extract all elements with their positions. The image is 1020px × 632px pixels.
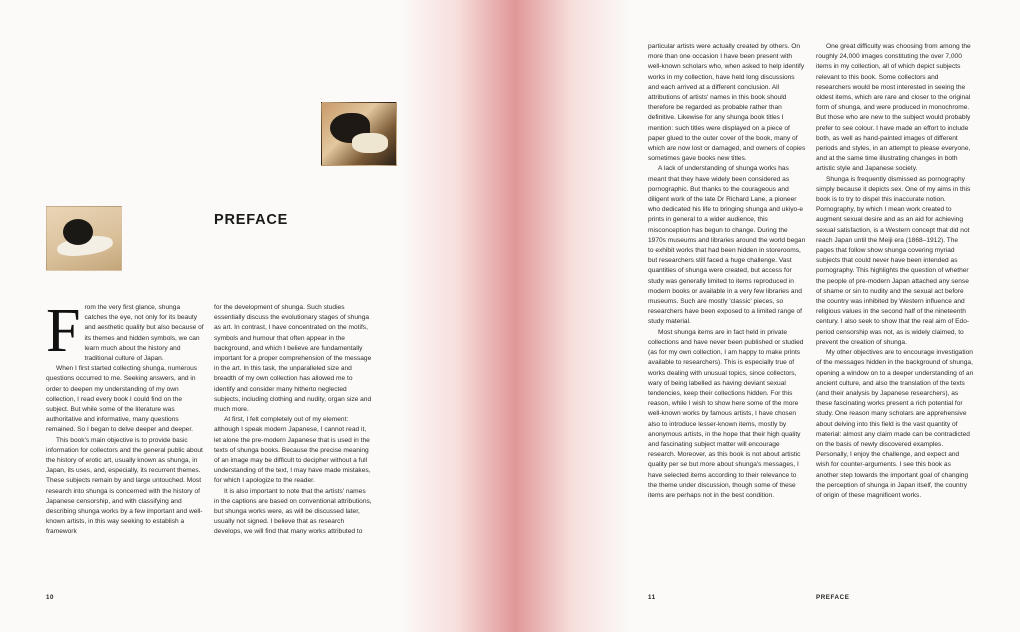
right-text-column-2 — [816, 42, 974, 501]
paragraph: particular artists were actually created by others. On more than one occasion I have been present with well-known scholars who, when asked to help identify works in my collection, have held long discussions and each arrived at a different conclusion. All attributions of artists' names in this book should therefore be regarded as probable rather than definitive. Likewise for any shunga book titles I mention: such titles were displayed on a piece of paper glued to the outer cover of the book, many of which are now lost or damaged, and owners of copies sometimes gave books new titles. — [648, 43, 806, 163]
paragraph: At first, I felt completely out of my element: although I speak modern Japanese, I cannot read it, let alone the pre-modern Japanese that is used in the texts of shunga books. Because the precise meaning of an image may be difficult to decipher without a full understanding of the text, I may have made mistakes, for which I apologize to the reader. — [214, 416, 371, 485]
paragraph: When I first started collecting shunga, numerous questions occurred to me. Seeking answers, and in order to deepen my understanding of my own collection, I read every book I could find on the subject. But while some of the literature was authoritative and informative, many questions remained. So I began to delve deeper and deeper. — [46, 365, 198, 434]
paragraph: It is also important to note that the artists' names in the captions are based on conventional attributions, but shunga works were, as will be discussed later, usually not signed. I believe that as research develops, we will find that many works attributed to — [214, 487, 372, 536]
reclining-figure-thumbnail-image — [46, 206, 122, 271]
paragraph: Most shunga items are in fact held in private collections and have never been published or studied (as for my own collection, I am happy to make prints available to researchers). This is especially true of works dealing with unusual topics, since collectors, wary of being labelled as having deviant sexual tendencies, keep their collections hidden. For this reason, while I wish to show here some of the more well-known works by famous artists, I have chosen also to introduce lesser-known items, mostly by anonymous artists, in the hope that their high quality and fascinating subject matter will encourage research. Moreover, as this book is not about artistic quality per se but more about shunga's messages, I have selected items according to their relevance to the theme under discussion, though some of these items are perhaps not in the best condition. — [648, 328, 804, 499]
left-text-column-1 — [46, 297, 204, 538]
paragraph: From the very first glance, shunga catches the eye, not only for its beauty and aesthetic quality but also because of its themes and hidden symbols, we can learn much about the history and traditional culture of Japan. — [46, 297, 204, 365]
paragraph: for the development of shunga. Such studies essentially discuss the evolutionary stages of shunga as art. In contrast, I have concentrated on the motifs, symbols and humour that often appear in the background, and which I believe are fundamentally important for a proper comprehension of the message in the art. In this task, the unparalleled size and breadth of my own collection has allowed me to identify and consider many hitherto neglected subjects, including clothing and nudity, organ size and much more. — [214, 304, 372, 414]
drop-cap: F — [46, 297, 81, 365]
paragraph: One great difficulty was choosing from among the roughly 24,000 images constituting the over 7,000 items in my collection, all of which depict subjects relevant to this book. Some collectors and researchers would be most interested in seeing the oldest items, which are rare and closer to the original form of shunga, and were produced in monochrome. But those who are new to the subject would probably prefer to see colour. I have made an effort to include both, as well as hand-painted images of different periods and styles, in an attempt to please everyone, and at the same time illustrating changes in both artistic style and Japanese society. — [816, 43, 971, 173]
page-title: PREFACE — [214, 212, 289, 228]
paragraph: A lack of understanding of shunga works has meant that they have widely been considered as pornographic. But thanks to the courageous and diligent work of the late Dr Richard Lane, a pioneer who dedicated his life to bringing shunga and ukiyo-e prints in general to a wider audience, this misconception has begun to change. During the 1970s museums and libraries around the world began to exhibit works that had been hidden in storerooms, but researchers still faced a huge challenge. Vast quantities of shunga were created, but access for study was generally limited to items reproduced in modern books or available in a very few libraries and museums. Such are mostly 'classic' pieces, so researchers have been exposed to a limited range of study material. — [648, 165, 806, 326]
left-text-column-2 — [214, 303, 372, 538]
right-text-column-1 — [648, 42, 806, 501]
paragraph: This book's main objective is to provide basic information for collectors and the general public about the history of erotic art, usually known as shunga, in Japan, its uses, and, especially, its recurrent themes. These subjects remain by and large untouched. Most research into shunga is concerned with the history of Japanese censorship, and with classifying and describing shunga works by a few important and well-known artists, in this way seeking to establish a framework — [46, 436, 203, 536]
page-number: 10 — [46, 594, 55, 601]
page-number: 11 — [648, 594, 656, 601]
paragraph: Shunga is frequently dismissed as pornography simply because it depicts sex. One of my aims in this book is to try to dispel this inaccurate notion. Pornography, by which I mean work created to augment sexual desire and as an aid for achieving sexual satisfaction, is a Western concept that did not reach Japan until the Meiji era (1868–1912). The pages that follow show shunga covering myriad subjects that could never have been intended as pornography. This highlights the question of whether the people of pre-modern Japan attached any sense of shame or sin to nudity and the sexual act before the country was inhibited by Western influence and religious values in the second half of the nineteenth century. I also seek to show that the real aim of Edo-period censorship was not, as is widely claimed, to prevent the creation of shunga. — [816, 175, 971, 346]
book-gutter-shadow — [400, 0, 630, 632]
paragraph: My other objectives are to encourage investigation of the messages hidden in the background of shunga, opening a window on to a deeper understanding of an ancient culture, and also the translation of the texts (and their analysis by Japanese researchers), as these fascinating works present a rich potential for study. One reason many scholars are apprehensive about delving into this field is the vast quantity of material: almost any claim made can be contradicted on the basis of newly discovered examples. Personally, I enjoy the challenge, and expect and wish for counter-arguments. I see this book as another step towards the important goal of changing the perception of shunga in Japan itself, the country of origin of these magnificent works. — [816, 349, 974, 499]
shunga-thumbnail-image — [321, 102, 397, 166]
running-head: PREFACE — [816, 594, 850, 601]
